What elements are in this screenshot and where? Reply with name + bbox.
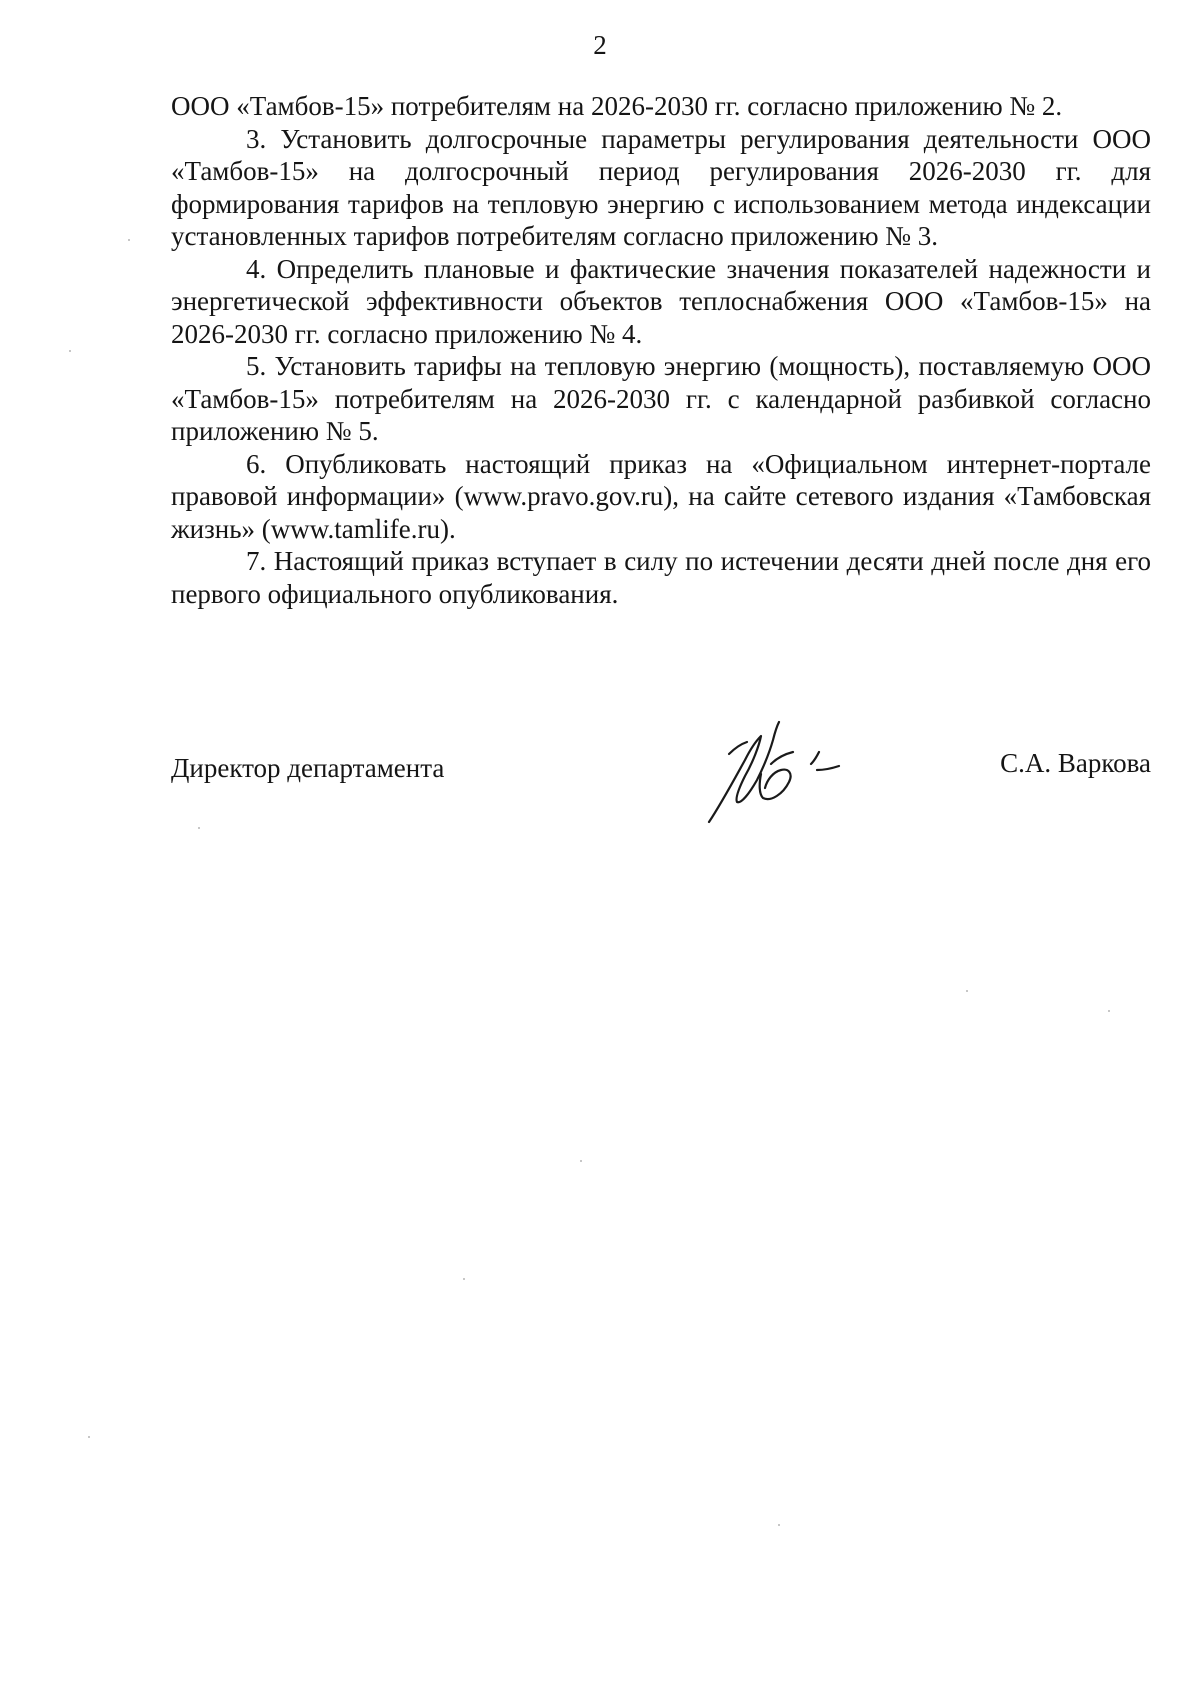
handwritten-signature [701, 718, 871, 828]
scan-speck [463, 1278, 465, 1280]
scan-speck [1108, 1010, 1110, 1012]
scan-speck [88, 1436, 90, 1438]
paragraph-continuation: ООО «Тамбов-15» потребителям на 2026-2030 гг. согласно приложению № 2. [171, 91, 1063, 121]
paragraph-item-7: 7. Настоящий приказ вступает в силу по истечении десяти дней после дня его первого официального опубликования. [171, 546, 1151, 609]
scan-speck [778, 1524, 780, 1526]
document-body [171, 90, 1151, 610]
paragraph-item-6: 6. Опубликовать настоящий приказ на «Официальном интернет-портале правовой информации» (www.pravo.gov.ru), на сайте сетевого издания «Тамбовская жизнь» (www.tamlife.ru). [171, 448, 1151, 544]
scan-speck [128, 239, 130, 241]
scan-speck [580, 1160, 582, 1162]
paragraph-item-3: 3. Установить долгосрочные параметры регулирования деятельности ООО «Тамбов-15» на долгосрочный период регулирования 2026-2030 гг. для формирования тарифов на тепловую энергию с использованием метода индексации установленных тарифов потребителям согласно приложению № 3. [171, 123, 1151, 251]
page-number: 2 [593, 30, 607, 60]
signature-block [171, 718, 1151, 828]
scan-speck [198, 827, 200, 829]
signer-name: С.А. Варкова [1000, 748, 1151, 778]
scan-speck [966, 990, 968, 992]
scan-speck [69, 350, 71, 352]
paragraph-item-4: 4. Определить плановые и фактические значения показателей надежности и энергетической эффективности объектов теплоснабжения ООО «Тамбов-15» на 2026-2030 гг. согласно приложению № 4. [171, 253, 1151, 349]
paragraph-item-5: 5. Установить тарифы на тепловую энергию (мощность), поставляемую ООО «Тамбов-15» потребителям на 2026-2030 гг. с календарной разбивкой согласно приложению № 5. [171, 351, 1151, 446]
signer-title: Директор департамента [171, 753, 445, 783]
